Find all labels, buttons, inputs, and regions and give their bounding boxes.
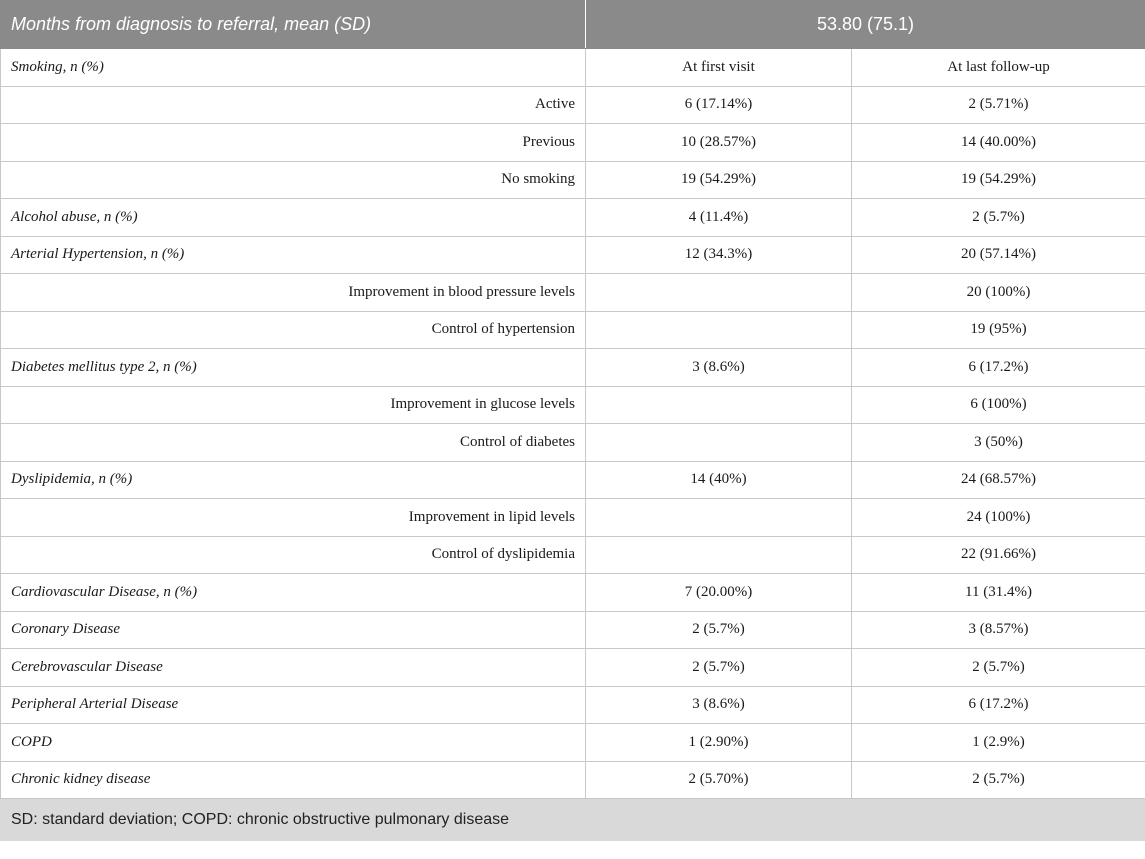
row-label: Previous	[1, 124, 586, 162]
table-row	[1, 461, 1145, 499]
row-label: Control of dyslipidemia	[1, 536, 586, 574]
first-visit-cell	[586, 311, 852, 349]
first-visit-cell: 2 (5.7%)	[586, 611, 852, 649]
first-visit-cell	[586, 499, 852, 537]
last-follow-up-cell: At last follow-up	[852, 49, 1145, 87]
row-label: Coronary Disease	[1, 611, 586, 649]
last-follow-up-cell: 2 (5.7%)	[852, 649, 1145, 687]
first-visit-cell: 3 (8.6%)	[586, 686, 852, 724]
header-label: Months from diagnosis to referral, mean (SD)	[1, 1, 586, 49]
last-follow-up-cell: 24 (100%)	[852, 499, 1145, 537]
first-visit-cell: 2 (5.7%)	[586, 649, 852, 687]
table-row	[1, 274, 1145, 312]
first-visit-cell: 12 (34.3%)	[586, 236, 852, 274]
row-label: Control of hypertension	[1, 311, 586, 349]
footnote-row	[1, 799, 1145, 841]
table-header-row	[1, 1, 1145, 49]
table-row	[1, 649, 1145, 687]
last-follow-up-cell: 6 (17.2%)	[852, 349, 1145, 387]
row-label: Control of diabetes	[1, 424, 586, 462]
table-row	[1, 424, 1145, 462]
table-row	[1, 49, 1145, 87]
row-label: Improvement in blood pressure levels	[1, 274, 586, 312]
last-follow-up-cell: 3 (8.57%)	[852, 611, 1145, 649]
first-visit-cell: 7 (20.00%)	[586, 574, 852, 612]
row-label: Arterial Hypertension, n (%)	[1, 236, 586, 274]
table-footnote: SD: standard deviation; COPD: chronic obstructive pulmonary disease	[1, 799, 1145, 841]
row-label: No smoking	[1, 161, 586, 199]
first-visit-cell: 1 (2.90%)	[586, 724, 852, 762]
last-follow-up-cell: 22 (91.66%)	[852, 536, 1145, 574]
row-label: Chronic kidney disease	[1, 761, 586, 799]
table-row	[1, 124, 1145, 162]
table-row	[1, 199, 1145, 237]
first-visit-cell: 6 (17.14%)	[586, 86, 852, 124]
table-row	[1, 574, 1145, 612]
table-row	[1, 236, 1145, 274]
table-row	[1, 536, 1145, 574]
table-row	[1, 686, 1145, 724]
row-label: Diabetes mellitus type 2, n (%)	[1, 349, 586, 387]
first-visit-cell: 2 (5.70%)	[586, 761, 852, 799]
table-row	[1, 499, 1145, 537]
table-body	[1, 49, 1145, 799]
first-visit-cell	[586, 274, 852, 312]
row-label: Active	[1, 86, 586, 124]
row-label: Cardiovascular Disease, n (%)	[1, 574, 586, 612]
first-visit-cell: 4 (11.4%)	[586, 199, 852, 237]
last-follow-up-cell: 6 (100%)	[852, 386, 1145, 424]
row-label: Cerebrovascular Disease	[1, 649, 586, 687]
table-row	[1, 311, 1145, 349]
row-label: Peripheral Arterial Disease	[1, 686, 586, 724]
first-visit-cell	[586, 424, 852, 462]
table-row	[1, 761, 1145, 799]
first-visit-cell: 3 (8.6%)	[586, 349, 852, 387]
first-visit-cell	[586, 386, 852, 424]
last-follow-up-cell: 11 (31.4%)	[852, 574, 1145, 612]
last-follow-up-cell: 2 (5.7%)	[852, 199, 1145, 237]
row-label: Improvement in glucose levels	[1, 386, 586, 424]
table-row	[1, 86, 1145, 124]
table-row	[1, 386, 1145, 424]
row-label: Improvement in lipid levels	[1, 499, 586, 537]
last-follow-up-cell: 6 (17.2%)	[852, 686, 1145, 724]
first-visit-cell	[586, 536, 852, 574]
last-follow-up-cell: 20 (100%)	[852, 274, 1145, 312]
row-label: COPD	[1, 724, 586, 762]
first-visit-cell: At first visit	[586, 49, 852, 87]
last-follow-up-cell: 24 (68.57%)	[852, 461, 1145, 499]
first-visit-cell: 14 (40%)	[586, 461, 852, 499]
last-follow-up-cell: 2 (5.7%)	[852, 761, 1145, 799]
row-label: Smoking, n (%)	[1, 49, 586, 87]
row-label: Dyslipidemia, n (%)	[1, 461, 586, 499]
table-row	[1, 349, 1145, 387]
table-row	[1, 161, 1145, 199]
last-follow-up-cell: 19 (54.29%)	[852, 161, 1145, 199]
last-follow-up-cell: 2 (5.71%)	[852, 86, 1145, 124]
first-visit-cell: 19 (54.29%)	[586, 161, 852, 199]
table-row	[1, 611, 1145, 649]
last-follow-up-cell: 19 (95%)	[852, 311, 1145, 349]
last-follow-up-cell: 3 (50%)	[852, 424, 1145, 462]
header-value: 53.80 (75.1)	[586, 1, 1145, 49]
first-visit-cell: 10 (28.57%)	[586, 124, 852, 162]
last-follow-up-cell: 1 (2.9%)	[852, 724, 1145, 762]
last-follow-up-cell: 14 (40.00%)	[852, 124, 1145, 162]
last-follow-up-cell: 20 (57.14%)	[852, 236, 1145, 274]
table-row	[1, 724, 1145, 762]
row-label: Alcohol abuse, n (%)	[1, 199, 586, 237]
